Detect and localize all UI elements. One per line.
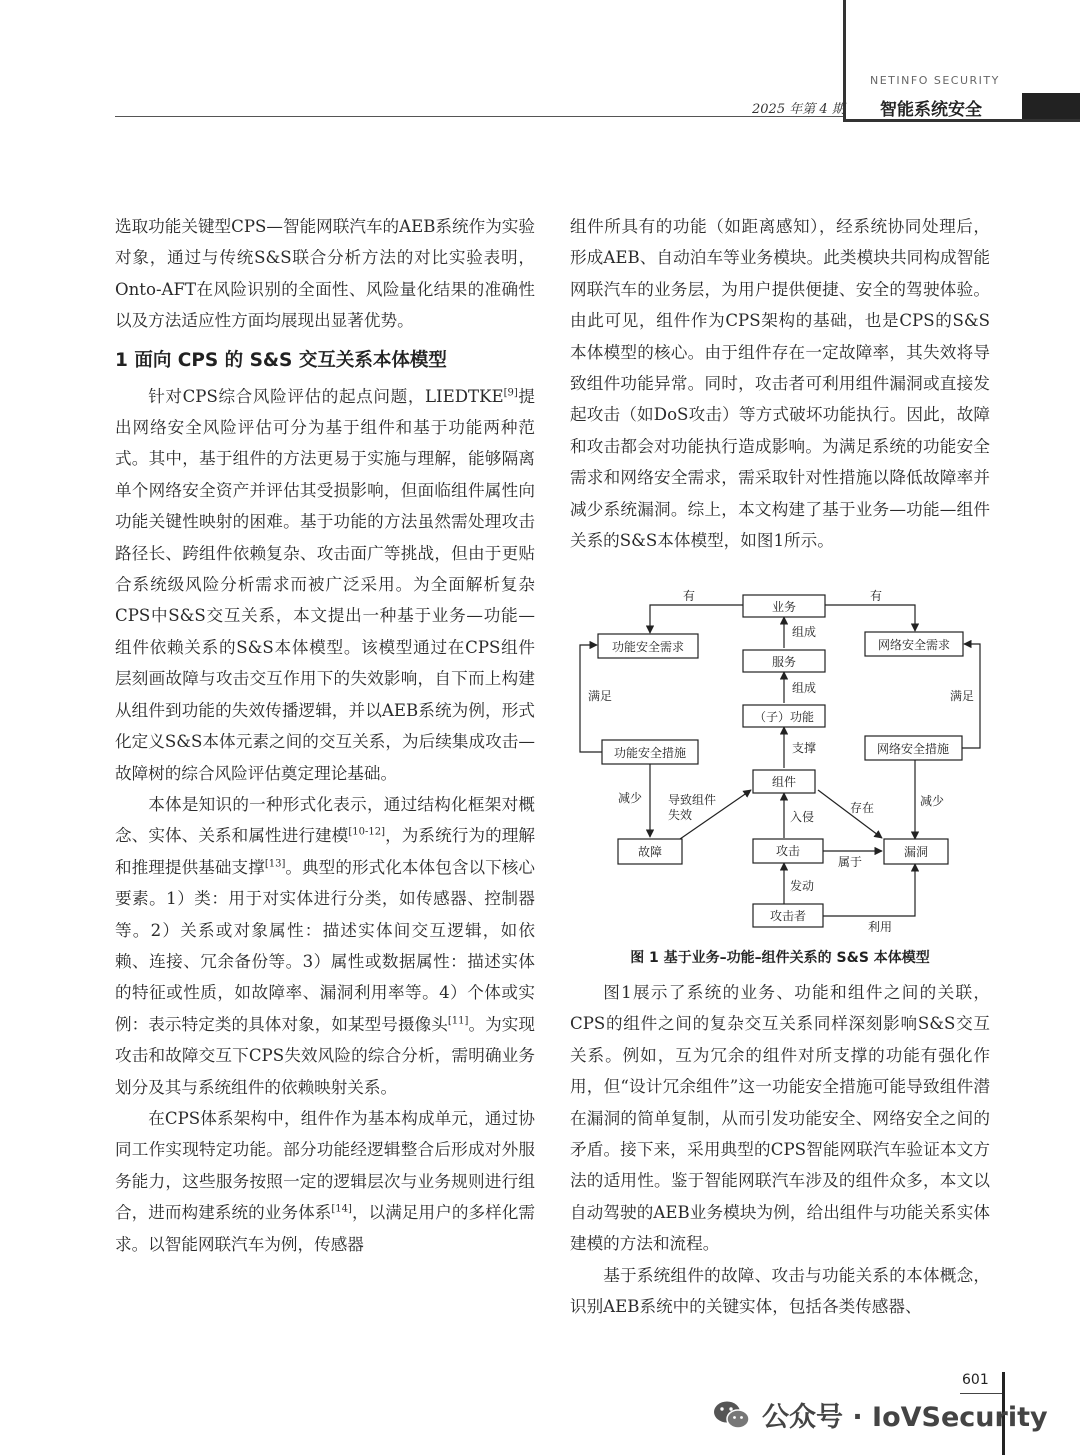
node-business: 业务: [771, 600, 797, 614]
edge-label-has: 有: [683, 589, 696, 603]
paragraph: 组件所具有的功能（如距离感知），经系统协同处理后，形成AEB、自动泊车等业务模块。此类模块共同构成智能网联汽车的业务层，为用户提供便捷、安全的驾驶体验。由此可见，组件作为CPS架构的基础，也是CPS的S&S本体模型的核心。由于组件存在一定故障率，其失效将导致组件功能异常。同时，攻击者可利用组件漏洞或直接发起攻击（如DoS攻击）等方式破坏功能执行。因此，故障和攻击都会对功能执行造成影响。为满足系统的功能安全需求和网络安全需求，需采取针对性措施以降低故障率并减少系统漏洞。综上，本文构建了基于业务—功能—组件关系的S&S本体模型，如图1所示。: [570, 217, 990, 551]
edge-label-satisfy: 满足: [588, 689, 613, 703]
edge-label-exploit: 利用: [868, 920, 893, 934]
citation[interactable]: [11]: [447, 1015, 469, 1027]
right-column-top: [570, 211, 990, 556]
edge-label-support: 支撑: [792, 741, 817, 755]
citation[interactable]: [10-12]: [348, 826, 385, 838]
node-vulnerability: 漏洞: [903, 845, 929, 859]
paragraph: 针对CPS综合风险评估的起点问题，LIEDTKE[9]提出网络安全风险评估可分为基于组件和基于功能两种范式。其中，基于组件的方法更易于实施与理解，能够隔离单个网络安全资产并评估其受损影响，但面临组件属性向功能关键性映射的困难。基于功能的方法虽然需处理攻击路径长、跨组件依赖复杂、攻击面广等挑战，但由于更贴合系统级风险分析需求而被广泛采用。为全面解析复杂CPS中S&S交互关系，本文提出一种基于业务—功能—组件依赖关系的S&S本体模型。该模型通过在CPS组件层刻画故障与攻击交互作用下的失效影响，自下而上构建从组件到功能的失效传播逻辑，并以AEB系统为例，形式化定义S&S本体元素之间的交互关系，为后续集成攻击—故障树的综合风险评估奠定理论基础。: [115, 386, 535, 783]
journal-issue: 2025 年第 4 期: [752, 102, 845, 117]
edge-label-has: 有: [870, 589, 883, 603]
footer-rule: [960, 1393, 1002, 1394]
citation[interactable]: [9]: [503, 387, 518, 399]
ontology-model-figure: [570, 584, 990, 944]
edge-label-launch: 发动: [790, 879, 815, 893]
paragraph: 在CPS体系架构中，组件作为基本构成单元，通过协同工作实现特定功能。部分功能经逻辑整合后形成对外服务能力，这些服务按照一定的逻辑层次与业务规则进行组合，进而构建系统的业务体系[14]，以满足用户的多样化需求。以智能网联汽车为例，传感器: [115, 1108, 536, 1254]
citation[interactable]: [14]: [331, 1203, 352, 1215]
paragraph: 图1展示了系统的业务、功能和组件之间的关联，CPS的组件之间的复杂交互关系同样深刻影响S&S交互关系。例如，互为冗余的组件对所支撑的功能有强化作用，但“设计冗余组件”这一功能安全措施可能导致组件潜在漏洞的简单复制，从而引发功能安全、网络安全之间的矛盾。接下来，采用典型的CPS智能网联汽车验证本文方法的适用性。鉴于智能网联汽车涉及的组件众多，本文以自动驾驶的AEB业务模块为例，给出组件与功能关系实体建模的方法和流程。: [570, 983, 990, 1254]
watermark: [712, 1395, 1048, 1434]
edge-label-cause-fail: 导致组件: [668, 793, 717, 807]
paragraph: 本体是知识的一种形式化表示，通过结构化框架对概念、实体、关系和属性进行建模[10-12]，为系统行为的理解和推理提供基础支撑[13]。典型的形式化本体包含以下核心要素。1）类：用于对实体进行分类，如传感器、控制器等。2）关系或对象属性：描述实体间交互逻辑，如依赖、连接、冗余备份等。3）属性或数据属性：描述实体的特征或性质，如故障率、漏洞利用率等。4）个体或实例：表示特定类的具体对象，如某型号摄像头[11]。为实现攻击和故障交互下CPS失效风险的综合分析，需明确业务划分及其与系统组件的依赖映射关系。: [115, 794, 536, 1097]
node-fault: 故障: [637, 845, 663, 859]
paragraph: 选取功能关键型CPS—智能网联汽车的AEB系统作为实验对象，通过与传统S&S联合分析方法的对比实验表明，Onto-AFT在风险识别的全面性、风险量化结果的准确性以及方法适应性方面均展现出显著优势。: [115, 217, 535, 331]
node-service: 服务: [771, 655, 797, 669]
edge-label-intrude: 入侵: [790, 810, 815, 824]
node-safety-measure: 功能安全措施: [613, 746, 687, 760]
edge-label-exist: 存在: [850, 801, 875, 815]
edge-label-compose: 组成: [792, 625, 817, 639]
paragraph: 基于系统组件的故障、攻击与功能关系的本体概念，识别AEB系统中的关键实体，包括各类传感器、: [570, 1265, 990, 1317]
wechat-icon: [712, 1399, 752, 1431]
left-column: [115, 211, 535, 1260]
section-heading: 1 面向 CPS 的 S&S 交互关系本体模型: [115, 349, 447, 371]
header-black-block: [1022, 93, 1080, 119]
node-component: 组件: [771, 775, 797, 789]
journal-brand: NETINFO SECURITY: [870, 74, 1000, 87]
node-security-requirement: 网络安全需求: [877, 638, 951, 652]
figure-caption: 图 1 基于业务–功能–组件关系的 S&S 本体模型: [630, 950, 930, 966]
node-attacker: 攻击者: [769, 909, 807, 923]
section-title: 智能系统安全: [880, 100, 982, 120]
edge-label-cause-fail: 失效: [668, 808, 693, 822]
node-attack: 攻击: [775, 844, 801, 858]
page-number: 601: [962, 1372, 989, 1388]
right-column-bottom: [570, 977, 990, 1322]
edge-label-reduce: 减少: [920, 794, 945, 808]
citation[interactable]: [13]: [264, 858, 286, 870]
edge-label-reduce: 减少: [618, 791, 643, 805]
edge-label-compose: 组成: [792, 681, 817, 695]
edge-label-satisfy: 满足: [950, 689, 975, 703]
header-rule: [115, 116, 845, 117]
node-security-measure: 网络安全措施: [876, 742, 950, 756]
node-safety-requirement: 功能安全需求: [611, 640, 685, 654]
node-function: （子）功能: [753, 710, 815, 724]
watermark-text: 公众号 · IoVSecurity: [762, 1402, 1048, 1433]
edge-label-belong: 属于: [838, 855, 863, 869]
